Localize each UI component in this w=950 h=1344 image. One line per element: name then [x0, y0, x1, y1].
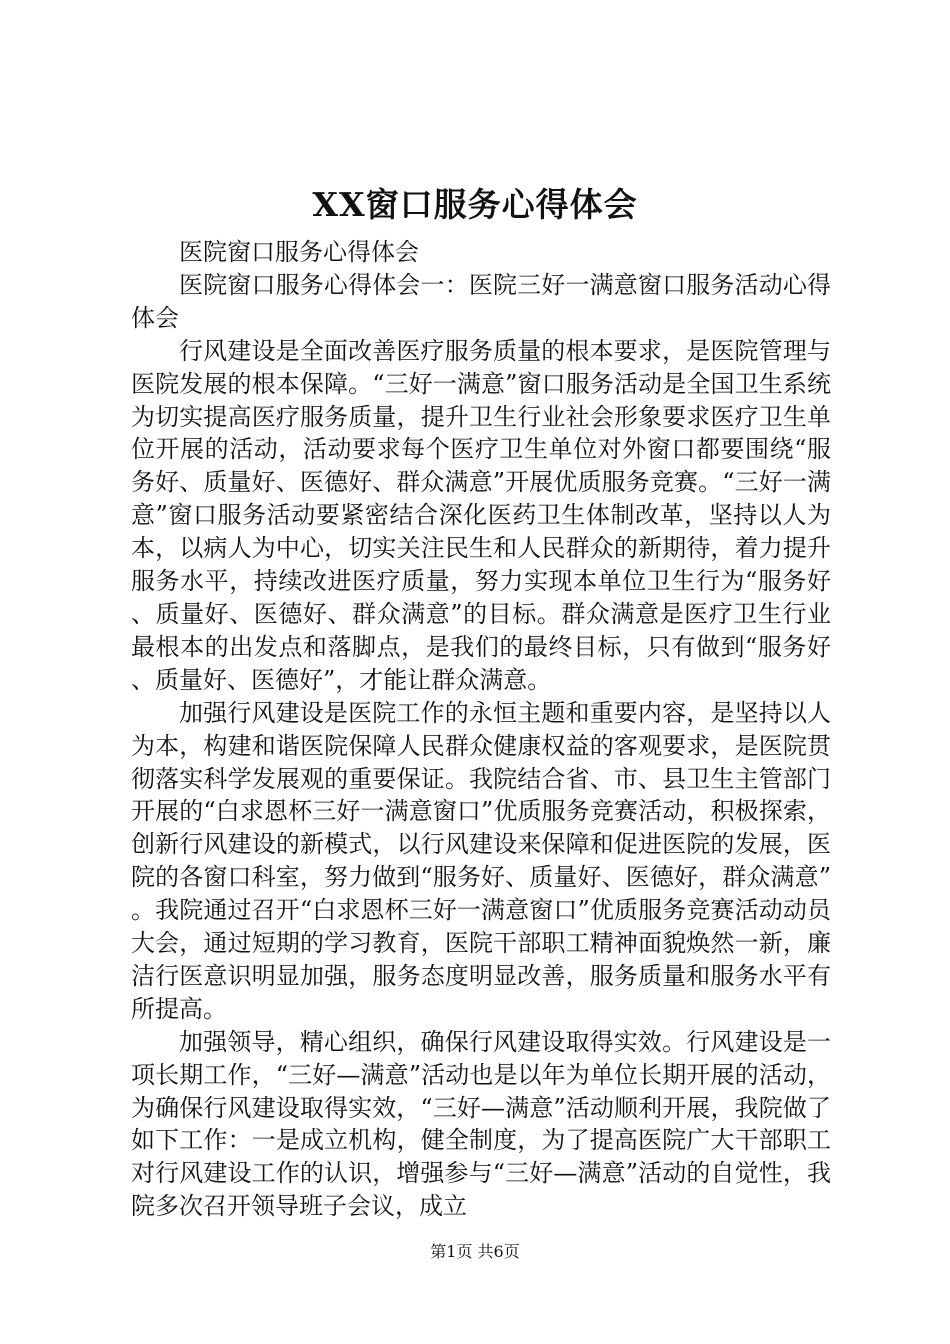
paragraph-3: 行风建设是全面改善医疗服务质量的根本要求，是医院管理与医院发展的根本保障。“三好一满意”窗口服务活动是全国卫生系统为切实提高医疗服务质量，提升卫生行业社会形象要求医疗卫生单位开展的活动，活动要求每个医疗卫生单位对外窗口都要围绕“服务好、质量好、医德好、群众满意”开展优质服务竞赛。“三好一满意”窗口服务活动要紧密结合深化医药卫生体制改革，坚持以人为本，以病人为中心，切实关注民生和人民群众的新期待，着力提升服务水平，持续改进医疗质量，努力实现本单位卫生行为“服务好、质量好、医德好、群众满意”的目标。群众满意是医疗卫生行业最根本的出发点和落脚点，是我们的最终目标，只有做到“服务好、质量好、医德好”，才能让群众满意。: [131, 336, 831, 694]
document-body: [131, 236, 831, 1223]
document-title: XX窗口服务心得体会: [312, 185, 638, 224]
paragraph-5: 加强领导，精心组织，确保行风建设取得实效。行风建设是一项长期工作，“三好—满意”活动也是以年为单位长期开展的活动，为确保行风建设取得实效，“三好—满意”活动顺利开展，我院做了如下工作：一是成立机构，健全制度，为了提高医院广大干部职工对行风建设工作的认识，增强参与“三好—满意”活动的自觉性，我院多次召开领导班子会议，成立: [131, 1027, 831, 1221]
paragraph-4: 加强行风建设是医院工作的永恒主题和重要内容，是坚持以人为本，构建和谐医院保障人民群众健康权益的客观要求，是医院贯彻落实科学发展观的重要保证。我院结合省、市、县卫生主管部门开展的“白求恩杯三好一满意窗口”优质服务竞赛活动，积极探索，创新行风建设的新模式，以行风建设来保障和促进医院的发展，医院的各窗口科室，努力做到“服务好、质量好、医德好，群众满意”。我院通过召开“白求恩杯三好一满意窗口”优质服务竞赛活动动员大会，通过短期的学习教育，医院干部职工精神面貌焕然一新，廉洁行医意识明显加强，服务态度明显改善，服务质量和服务水平有所提高。: [131, 698, 831, 1023]
paragraph-1: 医院窗口服务心得体会: [179, 238, 419, 266]
paragraph-2: 医院窗口服务心得体会一：医院三好一满意窗口服务活动心得体会: [131, 270, 831, 332]
page-footer: 第1页 共6页: [430, 1242, 520, 1261]
